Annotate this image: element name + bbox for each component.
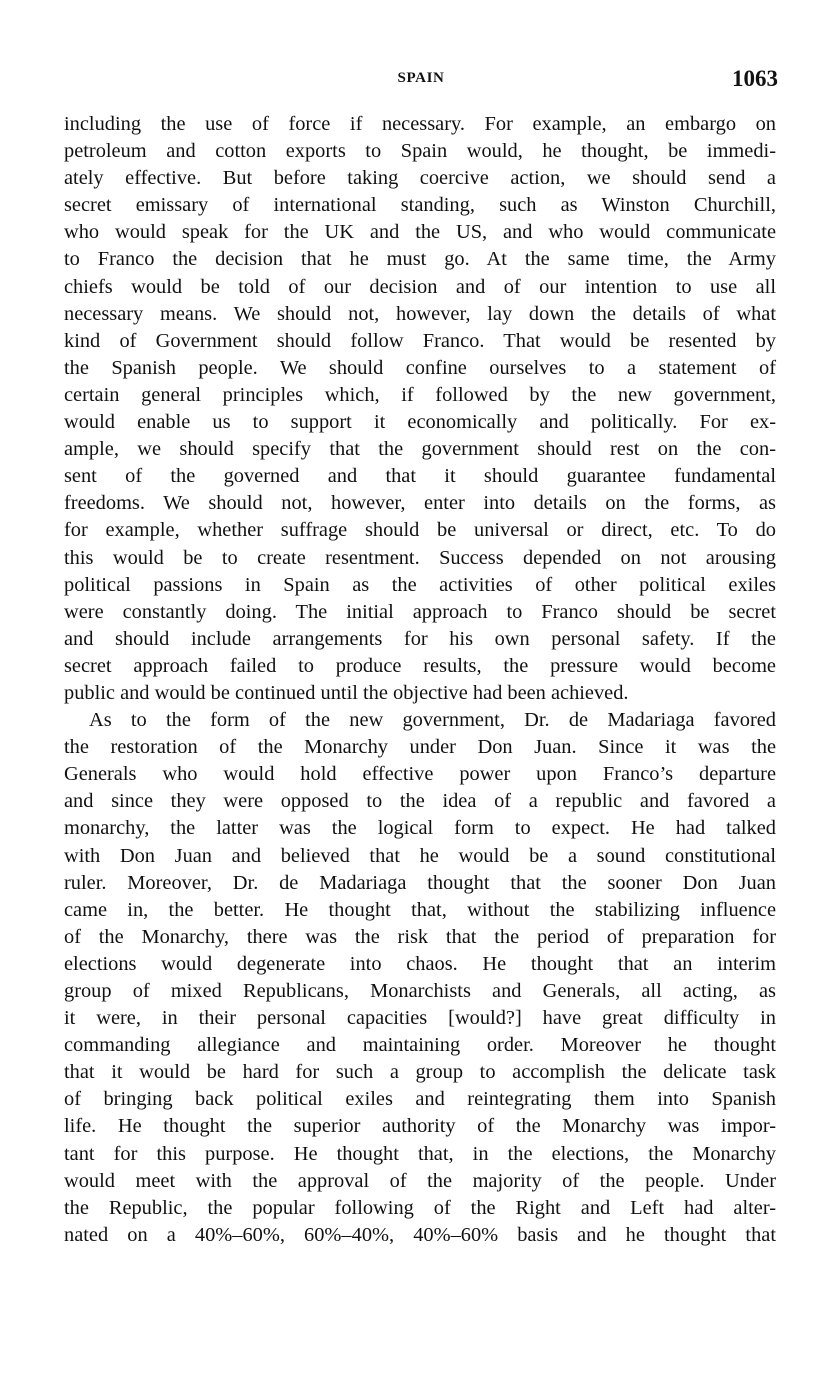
text-line: the Republic, the popular following of the Right and Left had alter-	[64, 1196, 776, 1219]
text-line: would meet with the approval of the majority of the people. Under	[64, 1169, 776, 1192]
text-line: and should include arrangements for his own personal safety. If the	[64, 627, 776, 650]
text-line: of the Monarchy, there was the risk that the period of preparation for	[64, 925, 776, 948]
text-line: and since they were opposed to the idea of a republic and favored a	[64, 790, 776, 813]
text-line: sent of the governed and that it should guarantee fundamental	[64, 465, 776, 488]
text-line: commanding allegiance and maintaining order. Moreover he thought	[64, 1034, 776, 1057]
text-line: political passions in Spain as the activities of other political exiles	[64, 573, 776, 596]
text-line: petroleum and cotton exports to Spain would, he thought, be immedi-	[64, 140, 776, 163]
text-line: necessary means. We should not, however, lay down the details of what	[64, 302, 776, 325]
text-line: with Don Juan and believed that he would be a sound constitutional	[64, 844, 776, 867]
text-line: the restoration of the Monarchy under Don Juan. Since it was the	[64, 736, 776, 759]
text-line: elections would degenerate into chaos. He thought that an interim	[64, 952, 776, 975]
paragraph-1	[64, 111, 776, 707]
text-line: of bringing back political exiles and reintegrating them into Spanish	[64, 1088, 776, 1111]
text-line: the Spanish people. We should confine ourselves to a statement of	[64, 356, 776, 379]
text-line: tant for this purpose. He thought that, in the elections, the Monarchy	[64, 1142, 776, 1165]
text-line: chiefs would be told of our decision and of our intention to use all	[64, 275, 776, 298]
text-line: As to the form of the new government, Dr. de Madariaga favored	[89, 709, 776, 732]
text-line: nated on a 40%–60%, 60%–40%, 40%–60% basis and he thought that	[64, 1223, 776, 1246]
page-number: 1063	[732, 66, 778, 91]
text-line: would enable us to support it economically and politically. For ex-	[64, 411, 776, 434]
text-line: monarchy, the latter was the logical form to expect. He had talked	[64, 817, 776, 840]
text-line: this would be to create resentment. Success depended on not arousing	[64, 546, 776, 569]
text-line: ample, we should specify that the government should rest on the con-	[64, 438, 776, 461]
text-line: came in, the better. He thought that, without the stabilizing influence	[64, 898, 776, 921]
text-line: including the use of force if necessary. For example, an embargo on	[64, 113, 776, 135]
text-line: life. He thought the superior authority of the Monarchy was impor-	[64, 1115, 776, 1138]
text-line: ately effective. But before taking coercive action, we should send a	[64, 167, 776, 190]
body-text	[64, 111, 776, 1249]
text-line: kind of Government should follow Franco. That would be resented by	[64, 329, 776, 352]
text-line: to Franco the decision that he must go. At the same time, the Army	[64, 248, 776, 271]
text-line: ruler. Moreover, Dr. de Madariaga thought that the sooner Don Juan	[64, 871, 776, 894]
text-line: group of mixed Republicans, Monarchists and Generals, all acting, as	[64, 980, 776, 1002]
text-line: that it would be hard for such a group to accomplish the delicate task	[64, 1061, 776, 1084]
text-line: certain general principles which, if followed by the new government,	[64, 383, 776, 406]
text-line: for example, whether suffrage should be universal or direct, etc. To do	[64, 519, 776, 542]
text-line: secret emissary of international standing, such as Winston Churchill,	[64, 194, 776, 217]
text-line: freedoms. We should not, however, enter into details on the forms, as	[64, 492, 776, 515]
text-line: it were, in their personal capacities [would?] have great difficulty in	[64, 1007, 776, 1030]
running-title: SPAIN	[397, 70, 445, 86]
running-head	[64, 66, 778, 98]
text-line: Generals who would hold effective power upon Franco’s departure	[64, 763, 776, 786]
text-line: public and would be continued until the objective had been achieved.	[64, 681, 629, 704]
text-line: secret approach failed to produce results, the pressure would become	[64, 654, 776, 677]
text-line: were constantly doing. The initial approach to Franco should be secret	[64, 600, 776, 623]
text-line: who would speak for the UK and the US, and who would communicate	[64, 221, 776, 244]
paragraph-2	[64, 707, 776, 1249]
